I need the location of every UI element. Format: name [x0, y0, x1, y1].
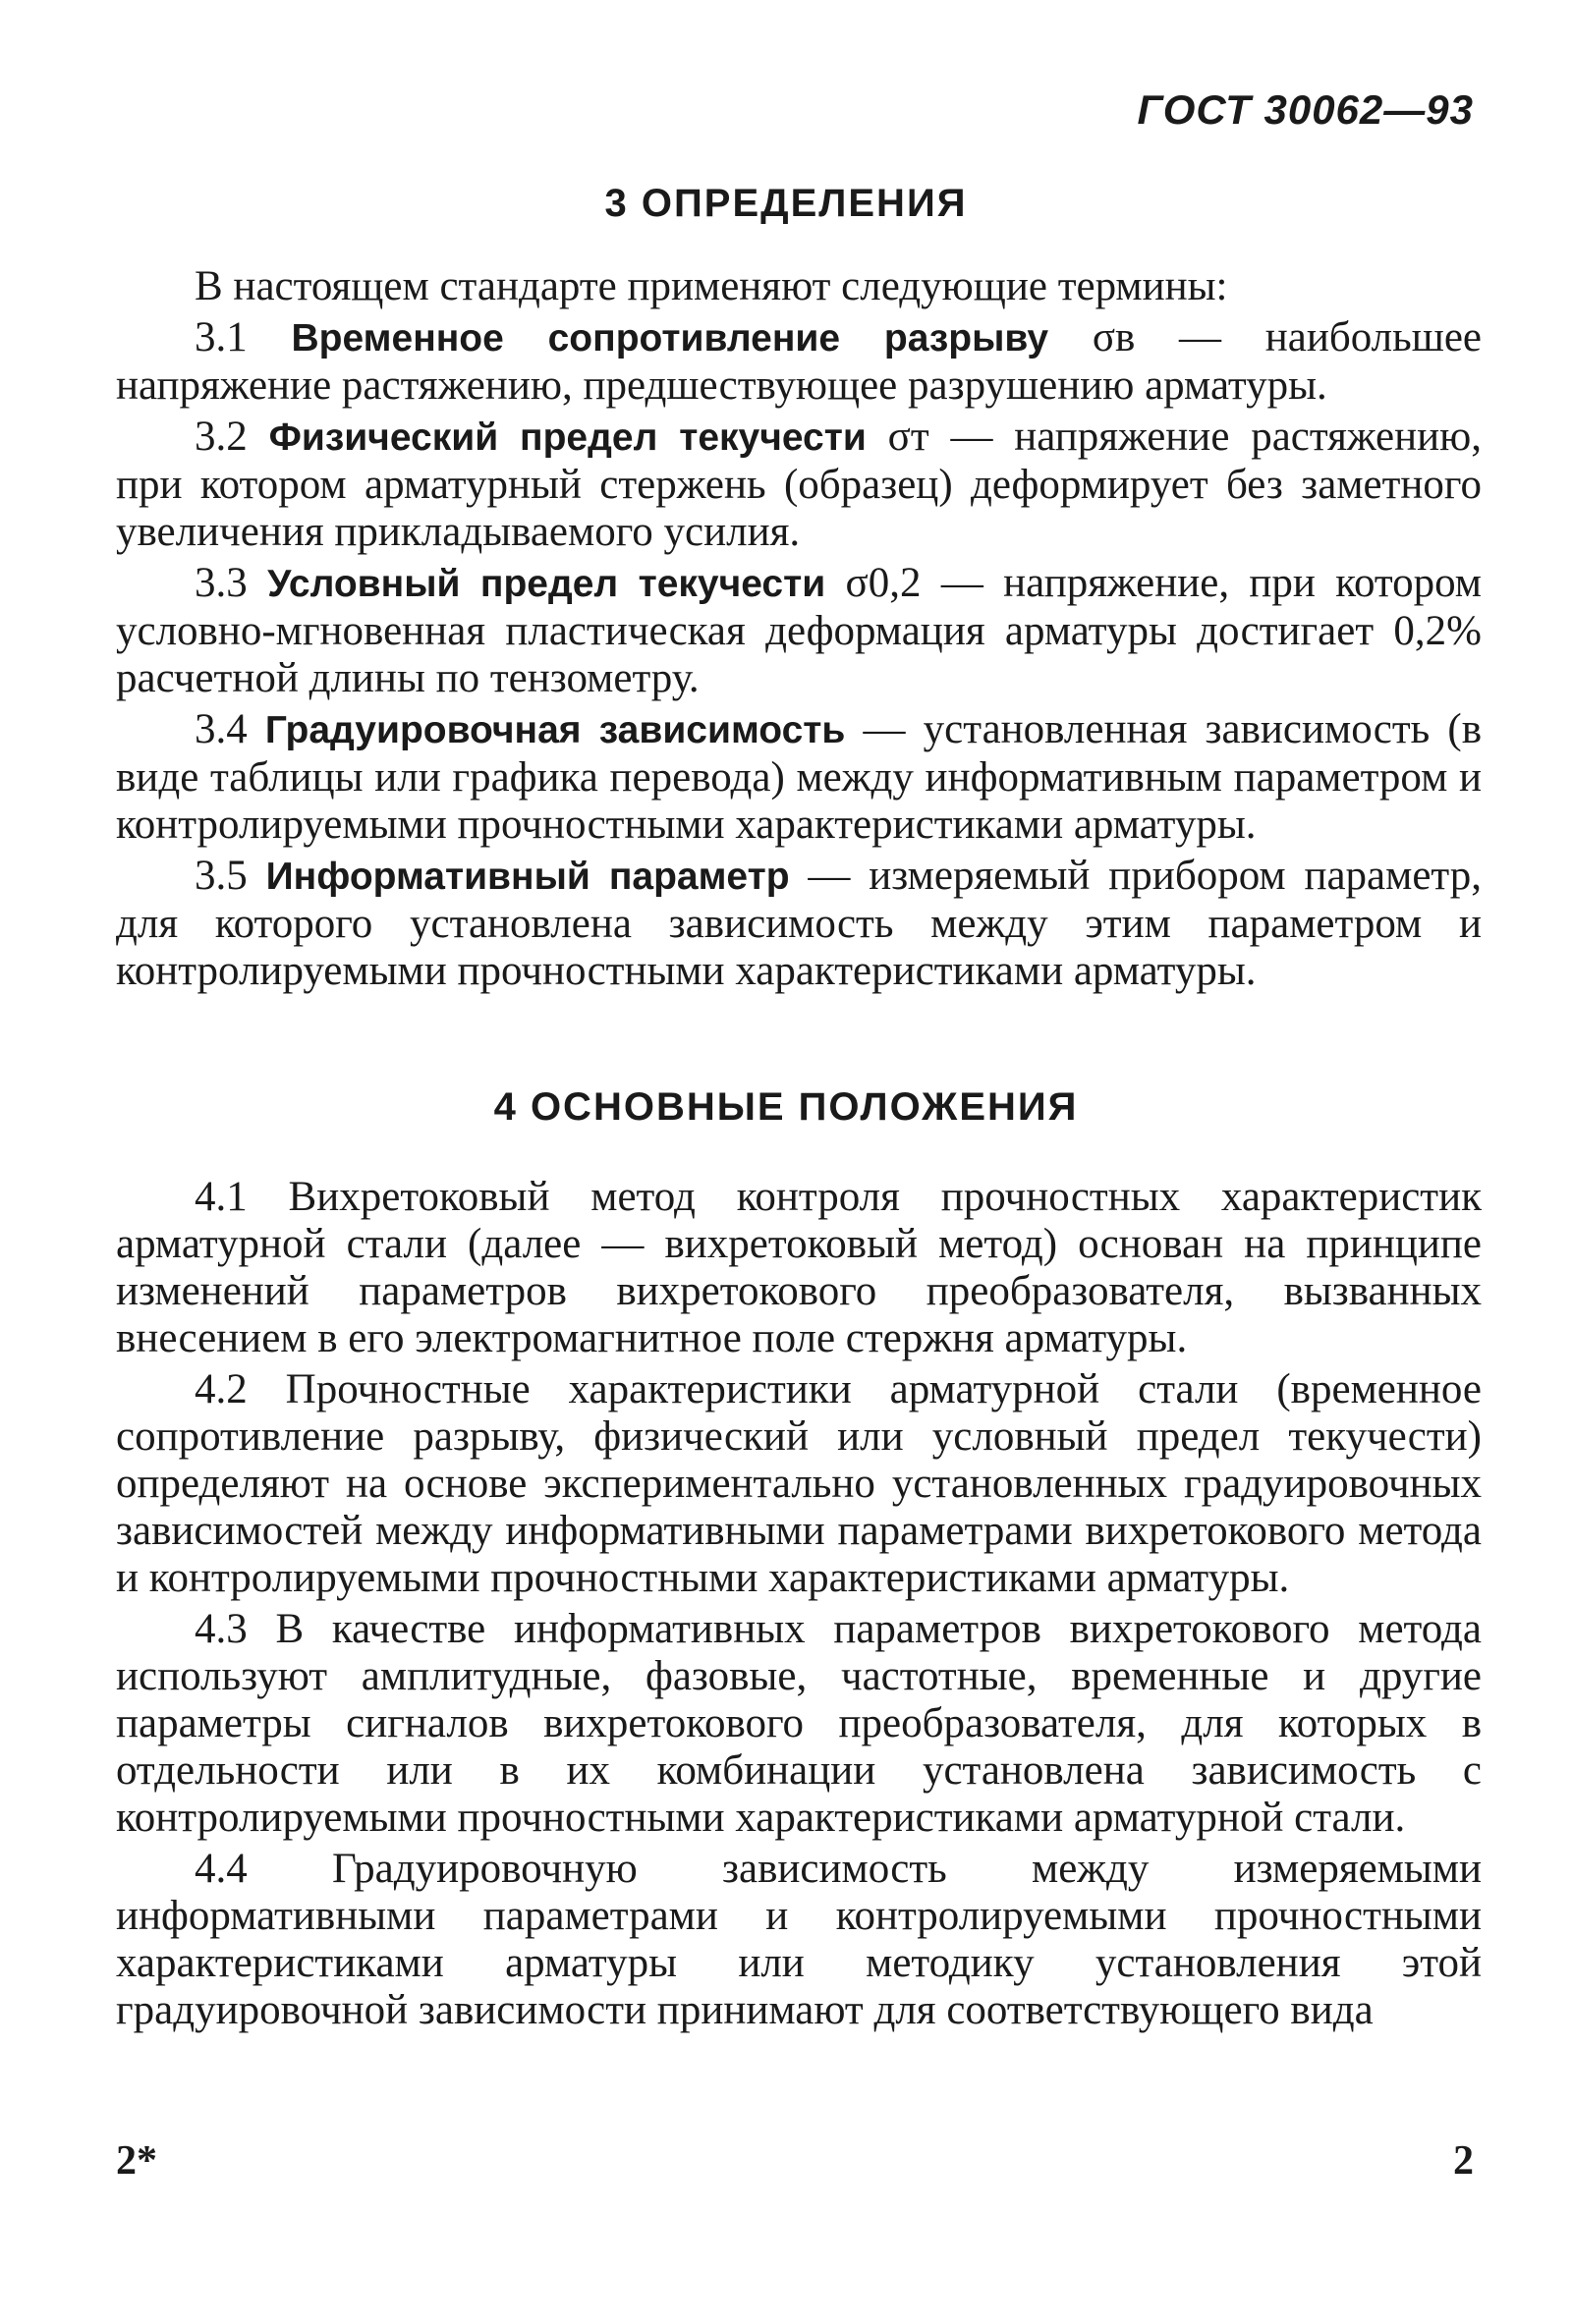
- provision-text: Прочностные характеристики арматурной стали (временное сопротивление разрыву, физический или условный предел текучести) определяют на основе экспериментально установленных градуировочных зависимостей между информативными параметрами вихретокового метода и контролируемыми прочностными характеристиками арматуры.: [116, 1366, 1483, 1601]
- definition: — напряжение, при котором условно-мгновенная пластическая деформация арматуры достигает 0,2% расчетной длины по тензометру.: [116, 560, 1483, 701]
- term: Условный предел текучести: [267, 563, 826, 605]
- item-number: 3.3: [195, 560, 248, 606]
- term: Градуировочная зависимость: [264, 709, 846, 751]
- term: Физический предел текучести: [268, 416, 867, 459]
- item-number: 4.4: [195, 1846, 248, 1892]
- term: Информативный параметр: [265, 856, 790, 898]
- section-4-body: [116, 1174, 1482, 2034]
- item-number: 4.2: [195, 1366, 248, 1412]
- item-number: 3.5: [195, 853, 248, 899]
- section-3-title: 3 ОПРЕДЕЛЕНИЯ: [604, 182, 968, 225]
- definition-item: [116, 853, 1482, 995]
- section-3-intro: В настоящем стандарте применяют следующие термины:: [195, 263, 1228, 309]
- document-header: ГОСТ 30062—93: [1137, 86, 1474, 133]
- item-number: 3.1: [195, 314, 248, 360]
- symbol: σт: [887, 414, 929, 460]
- provision-text: В качестве информативных параметров вихретокового метода используют амплитудные, фазовые, частотные, временные и другие параметры сигналов вихретокового преобразователя, для которых в отдельности или в их комбинации установлена зависимость с контролируемыми прочностными характеристиками арматурной стали.: [116, 1606, 1483, 1841]
- definition-item: [116, 314, 1482, 410]
- term: Временное сопротивление разрыву: [291, 317, 1049, 360]
- item-number: 3.4: [195, 706, 248, 752]
- definition: — измеряемый прибором параметр, для которого установлена зависимость между этим параметром и контролируемыми прочностными характеристиками арматуры.: [116, 853, 1483, 994]
- provision-item: [116, 1366, 1482, 1602]
- provision-text: Градуировочную зависимость между измеряемыми информативными параметрами и контролируемыми прочностными характеристиками арматуры или методику установления этой градуировочной зависимости принимают для соответствующего вида: [116, 1846, 1483, 2033]
- section-3-body: [116, 263, 1482, 995]
- definition: — наибольшее напряжение растяжению, предшествующее разрушению арматуры.: [116, 314, 1483, 409]
- definition: — установленная зависимость (в виде таблицы или графика перевода) между информативным параметром и контролируемыми прочностными характеристиками арматуры.: [116, 706, 1483, 848]
- definition-item: [116, 414, 1482, 556]
- provision-item: [116, 1606, 1482, 1842]
- provision-item: [116, 1174, 1482, 1362]
- item-number: 3.2: [195, 414, 248, 460]
- definition-item: [116, 560, 1482, 702]
- item-number: 4.1: [195, 1174, 248, 1220]
- provision-item: [116, 1846, 1482, 2034]
- definition-item: [116, 706, 1482, 849]
- item-number: 4.3: [195, 1606, 248, 1652]
- signature-mark: 2*: [116, 2138, 157, 2184]
- definition: — напряжение растяжению, при котором арматурный стержень (образец) деформирует без заметного увеличения прикладываемого усилия.: [116, 414, 1483, 555]
- page-number: 2: [1453, 2138, 1474, 2184]
- symbol: σ0,2: [845, 560, 922, 606]
- section-4-title: 4 ОСНОВНЫЕ ПОЛОЖЕНИЯ: [493, 1085, 1079, 1129]
- symbol: σв: [1092, 314, 1136, 360]
- provision-text: Вихретоковый метод контроля прочностных характеристик арматурной стали (далее — вихретоковый метод) основан на принципе изменений параметров вихретокового преобразователя, вызванных внесением в его электромагнитное поле стержня арматуры.: [116, 1174, 1482, 1361]
